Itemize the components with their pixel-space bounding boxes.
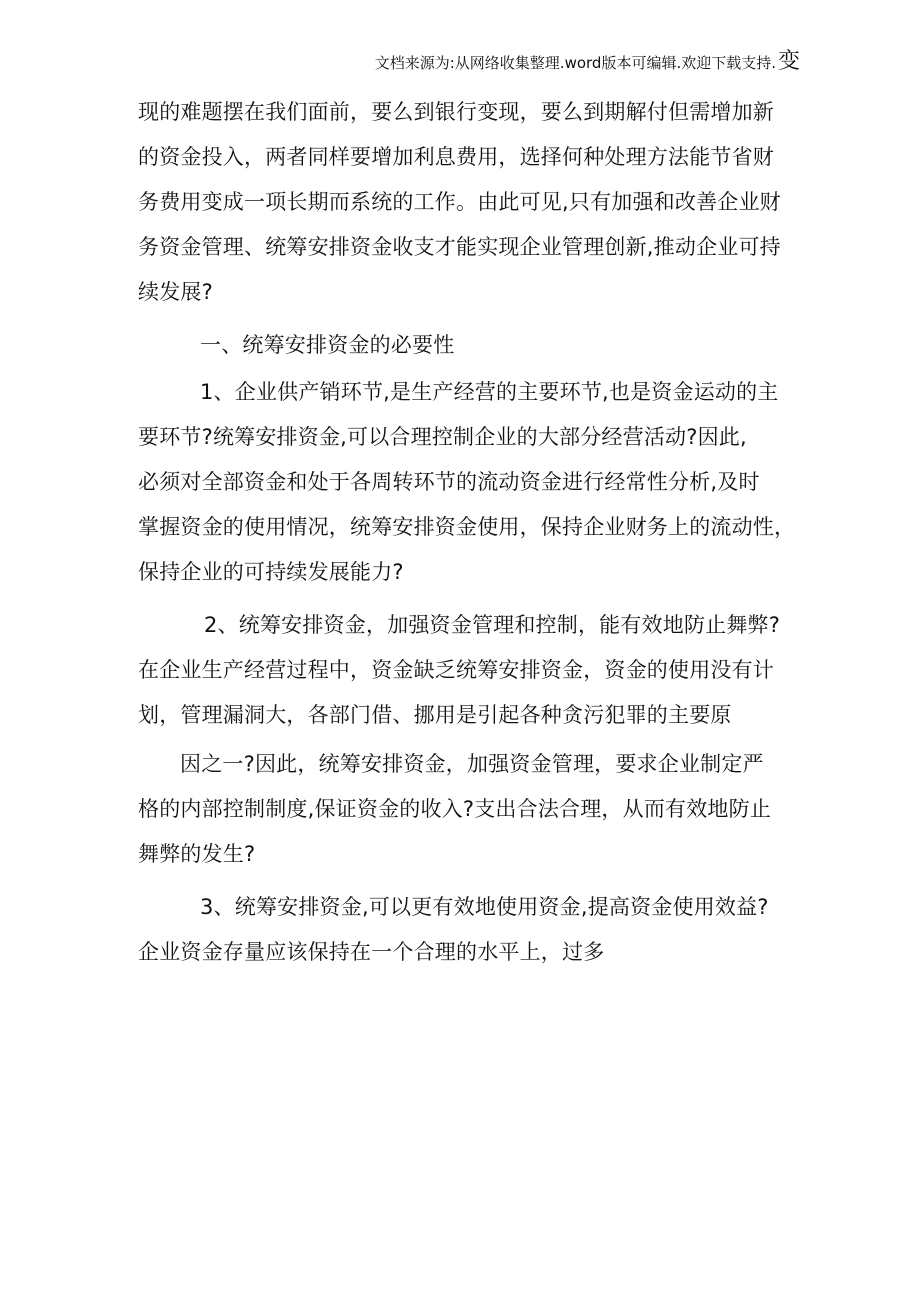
text-line: 的资金投入，两者同样要增加利息费用，选择何种处理方法能节省财 [138,145,774,169]
text-line: 划，管理漏洞大，各部门借、挪用是引起各种贪污犯罪的主要原 [138,703,732,727]
text-line: 2、统筹安排资金，加强资金管理和控制，能有效地防止舞弊? [204,613,781,637]
text-line: 续发展? [138,280,213,304]
text-line: 舞弊的发生? [138,842,256,866]
text-line: 掌握资金的使用情况，统筹安排资金使用，保持企业财务上的流动性， [138,515,796,539]
text-line: 保持企业的可持续发展能力? [138,560,404,584]
text-line: 1、企业供产销环节,是生产经营的主要环节,也是资金运动的主 [200,380,779,404]
text-line: 务费用变成一项长期而系统的工作。由此可见,只有加强和改善企业财 [138,190,781,214]
text-line: 现的难题摆在我们面前，要么到银行变现，要么到期解付但需增加新 [138,100,774,124]
text-line: 在企业生产经营过程中，资金缺乏统筹安排资金，资金的使用没有计 [138,658,774,682]
header-source-text: 文档来源为:从网络收集整理.word版本可编辑.欢迎下载支持. [374,54,776,72]
text-line: 因之一?因此，统筹安排资金，加强资金管理，要求企业制定严 [180,752,764,776]
text-line: 务资金管理、统筹安排资金收支才能实现企业管理创新,推动企业可持 [138,235,781,259]
text-line: 3、统筹安排资金,可以更有效地使用资金,提高资金使用效益? [200,895,769,919]
section-heading: 一、统筹安排资金的必要性 [200,333,455,357]
text-line: 格的内部控制制度,保证资金的收入?支出合法合理，从而有效地防止 [138,797,772,821]
text-line: 企业资金存量应该保持在一个合理的水平上，过多 [138,940,605,964]
header-trailing-char: 变 [777,49,800,74]
body-text [138,90,796,975]
text-line: 必须对全部资金和处于各周转环节的流动资金进行经常性分析,及时 [138,470,760,494]
page-header [375,50,800,75]
text-line: 要环节?统筹安排资金,可以合理控制企业的大部分经营活动?因此, [138,425,747,449]
